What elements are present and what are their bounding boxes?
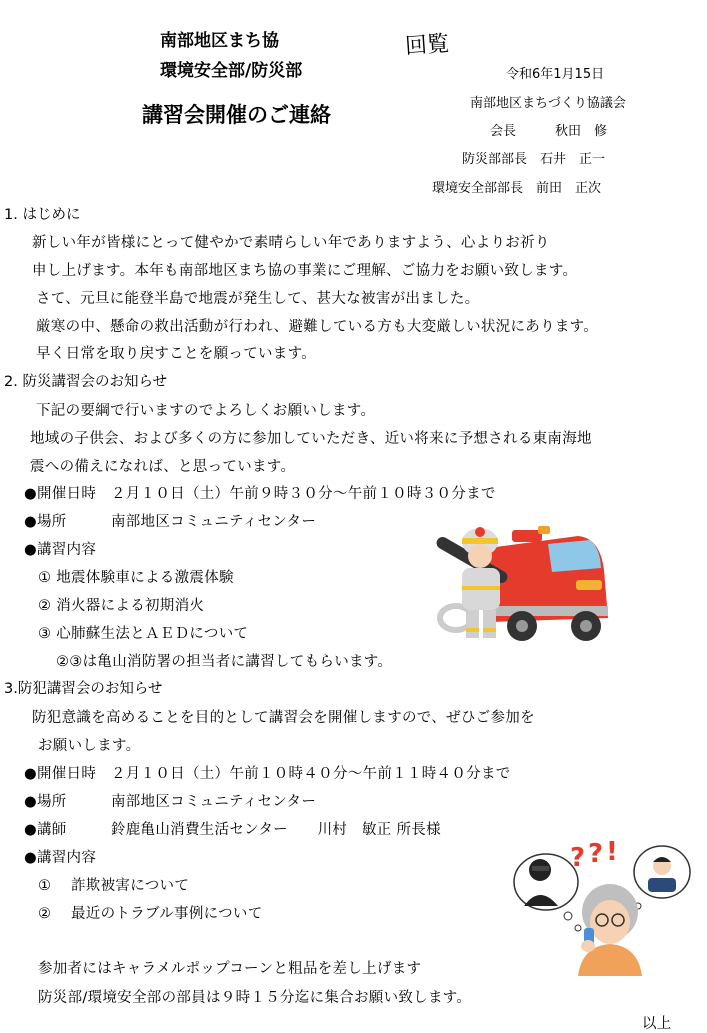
section2-heading: 2. 防災講習会のお知らせ: [4, 374, 168, 390]
section1-line: 早く日常を取り戻すことを願っています。: [36, 346, 317, 362]
section2-content-heading: ●講習内容: [24, 542, 97, 558]
section3-content-heading: ●講習内容: [24, 850, 97, 866]
department-name: 環境安全部/防災部: [160, 61, 303, 81]
svg-text:!: !: [606, 837, 618, 867]
section2-line: 下記の要綱で行いますのでよろしくお願いします。: [36, 403, 376, 419]
org-name: 南部地区まち協: [160, 31, 279, 51]
section3-lecturer: ●講師 鈴鹿亀山消費生活センター 川村 敏正 所長様: [24, 822, 441, 838]
closing-line: 防災部/環境安全部の部員は９時１５分迄に集合お願い致します。: [38, 990, 472, 1006]
svg-text:?: ?: [588, 839, 604, 869]
section2-item: ② 消火器による初期消火: [38, 598, 205, 614]
closing-end: 以上: [642, 1016, 672, 1032]
section3-line: お願いします。: [38, 738, 141, 754]
closing-line: 参加者にはキャラメルポップコーンと粗品を差し上げます: [38, 961, 422, 977]
signer-chair: 会長 秋田 修: [490, 124, 608, 139]
section3-heading: 3.防犯講習会のお知らせ: [4, 681, 163, 697]
section2-place: ●場所 南部地区コミュニティセンター: [24, 514, 317, 530]
circulation-mark: 回覧: [404, 31, 450, 60]
section2-line: 震への備えになれば、と思っています。: [30, 459, 296, 475]
section1-heading: 1. はじめに: [4, 207, 81, 223]
section3-item: ① 詐欺被害について: [38, 878, 190, 894]
section2-note: ②③は亀山消防署の担当者に講習してもらいます。: [56, 654, 393, 670]
svg-text:?: ?: [570, 843, 586, 873]
signer-safety-head: 環境安全部部長 前田 正次: [432, 181, 602, 196]
section2-line: 地域の子供会、および多くの方に参加していただき、近い将来に予想される東南海地: [30, 431, 592, 447]
section1-line: さて、元旦に能登半島で地震が発生して、甚大な被害が出ました。: [36, 291, 480, 307]
signer-disaster-head: 防災部部長 石井 正一: [462, 152, 606, 167]
scam-illustration: [512, 836, 692, 976]
section3-place: ●場所 南部地区コミュニティセンター: [24, 794, 317, 810]
section3-line: 防犯意識を高めることを目的として講習会を開催しますので、ぜひご参加を: [32, 710, 535, 726]
section1-line: 厳寒の中、懸命の救出活動が行われ、避難している方も大変厳しい状況にあります。: [36, 319, 599, 335]
section1-line: 申し上げます。本年も南部地区まち協の事業にご理解、ご協力をお願い致します。: [32, 263, 578, 279]
section2-datetime: ●開催日時 ２月１０日（土）午前９時３０分～午前１０時３０分まで: [24, 486, 496, 502]
section3-item: ② 最近のトラブル事例について: [38, 906, 263, 922]
firefighter-illustration: [428, 518, 614, 644]
issue-date: 令和6年1月15日: [506, 67, 605, 82]
section1-line: 新しい年が皆様にとって健やかで素晴らしい年でありますよう、心よりお祈り: [32, 235, 550, 251]
section2-item: ① 地震体験車による激震体験: [38, 570, 234, 586]
section3-datetime: ●開催日時 ２月１０日（土）午前１０時４０分～午前１１時４０分まで: [24, 766, 511, 782]
section2-item: ③ 心肺蘇生法とＡＥＤについて: [38, 626, 249, 642]
page-title: 講習会開催のご連絡: [142, 103, 331, 127]
association-name: 南部地区まちづくり協議会: [470, 96, 626, 111]
